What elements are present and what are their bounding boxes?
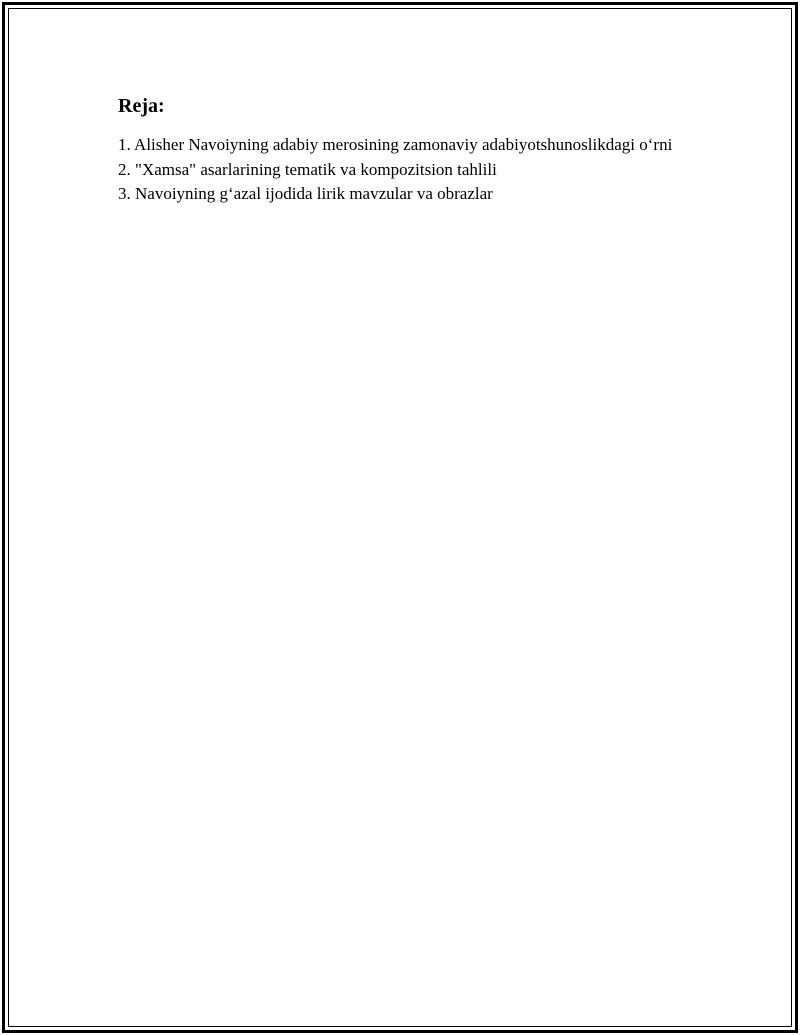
plan-item-1: 1. Alisher Navoiyning adabiy merosining zamonaviy adabiyotshunoslikdagi o‘rni (118, 135, 673, 154)
plan-heading: Reja: (118, 95, 165, 117)
plan-list (118, 133, 698, 207)
plan-item-2: 2. "Xamsa" asarlarining tematik va kompozitsion tahlili (118, 159, 497, 179)
page-content (118, 94, 698, 207)
plan-item-3: 3. Navoiyning g‘azal ijodida lirik mavzular va obrazlar (118, 184, 493, 203)
